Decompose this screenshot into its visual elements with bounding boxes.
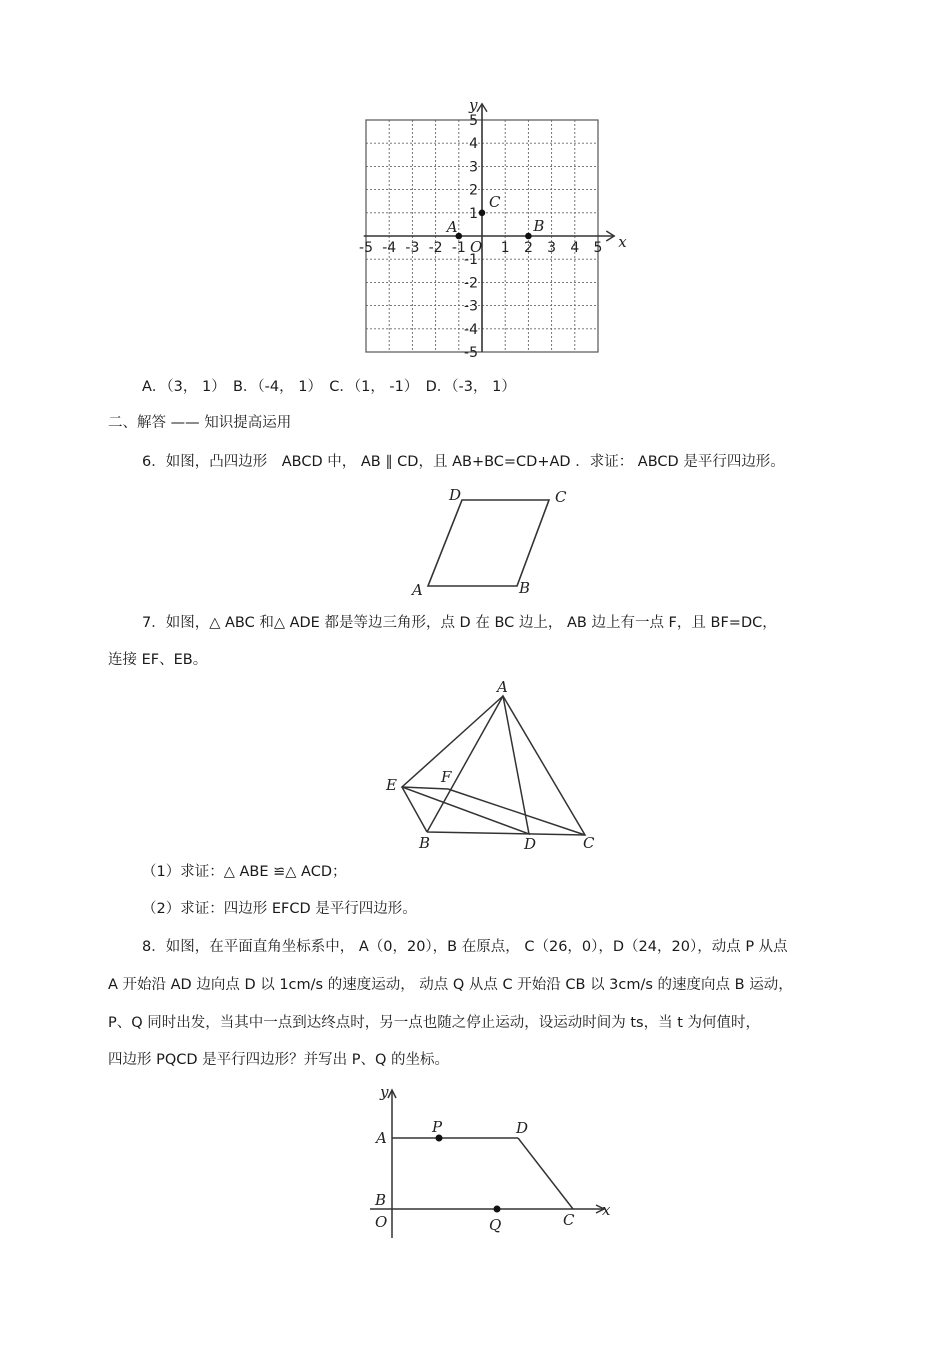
point-label-c: C [489,192,501,211]
x-tick-label: -1 [451,240,466,256]
x-tick-label: -2 [428,240,443,256]
label-d: D [516,1119,529,1137]
question-7-line2: 连接 EF、EB。 [108,652,208,668]
axis-label-y: y [380,1083,389,1101]
x-tick-label: -4 [382,240,397,256]
origin-label: O [470,238,483,256]
y-tick-label: -4 [464,321,478,338]
point-label-b: B [533,217,545,235]
y-tick-label: -2 [464,275,478,292]
x-tick-label: -5 [359,240,373,256]
label-b: B [419,834,431,852]
label-b: B [375,1191,387,1209]
y-tick-label: 5 [469,113,478,129]
label-o: O [375,1213,388,1231]
question-7-line1: 7．如图，△ ABC 和△ ADE 都是等边三角形，点 D 在 BC 边上， AB 边上有一点 F，且 BF=DC， [142,615,777,631]
label-a: A [412,581,423,599]
y-tick-label: 3 [469,159,478,176]
axis-label-x: x [618,233,627,251]
segment-dc [518,1138,573,1209]
label-p: P [432,1118,443,1136]
label-c: C [583,834,595,852]
x-tick-label: -3 [405,240,420,256]
question-8-line2: A 开始沿 AD 边向点 D 以 1cm/s 的速度运动， 动点 Q 从点 C 开始沿 CB 以 3cm/s 的速度向点 B 运动， [108,977,793,993]
label-q: Q [489,1216,502,1234]
question-7-part2: （2）求证：四边形 EFCD 是平行四边形。 [142,901,417,917]
x-tick-label: 1 [500,240,510,256]
x-tick-label: 2 [523,240,533,256]
point-label-a: A [446,218,458,236]
y-tick-label: 4 [469,136,478,153]
label-b: B [519,579,531,597]
label-a: A [497,678,508,696]
y-tick-label: 2 [469,182,478,199]
label-c: C [555,488,567,506]
q5-options: A．（3， 1） B．（-4， 1） C．（1， -1） D．（-3， 1） [142,379,516,395]
question-8-line4: 四边形 PQCD 是平行四边形？并写出 P、Q 的坐标。 [108,1052,450,1068]
y-tick-label: 1 [469,205,478,222]
axis-label-x: x [602,1201,611,1219]
question-8-line1: 8．如图，在平面直角坐标系中， A（0，20），B 在原点， C（26，0），D（24，20），动点 P 从点 [142,939,788,955]
x-tick-label: 3 [547,240,557,256]
y-tick-label: -5 [464,345,478,361]
label-f: F [441,768,452,786]
y-tick-label: -1 [464,252,478,269]
label-a: A [376,1129,387,1147]
x-tick-label: 4 [570,240,580,256]
question-6: 6．如图，凸四边形 ABCD 中， AB ∥ CD，且 AB+BC=CD+AD ．求证： ABCD 是平行四边形。 [142,454,785,470]
label-c: C [563,1211,575,1229]
label-d: D [524,835,537,853]
question-8-line3: P、Q 同时出发，当其中一点到达终点时，另一点也随之停止运动，设运动时间为 ts，当 t 为何值时， [108,1015,761,1031]
label-e: E [386,776,397,794]
section-heading: 二、解答 —— 知识提高运用 [108,415,292,431]
point-q [494,1206,501,1213]
x-tick-label: 5 [593,240,603,256]
label-d: D [449,486,462,504]
axis-label-y: y [469,95,478,114]
question-7-part1: （1）求证：△ ABE ≌△ ACD； [142,864,347,880]
y-tick-label: -3 [464,298,478,315]
